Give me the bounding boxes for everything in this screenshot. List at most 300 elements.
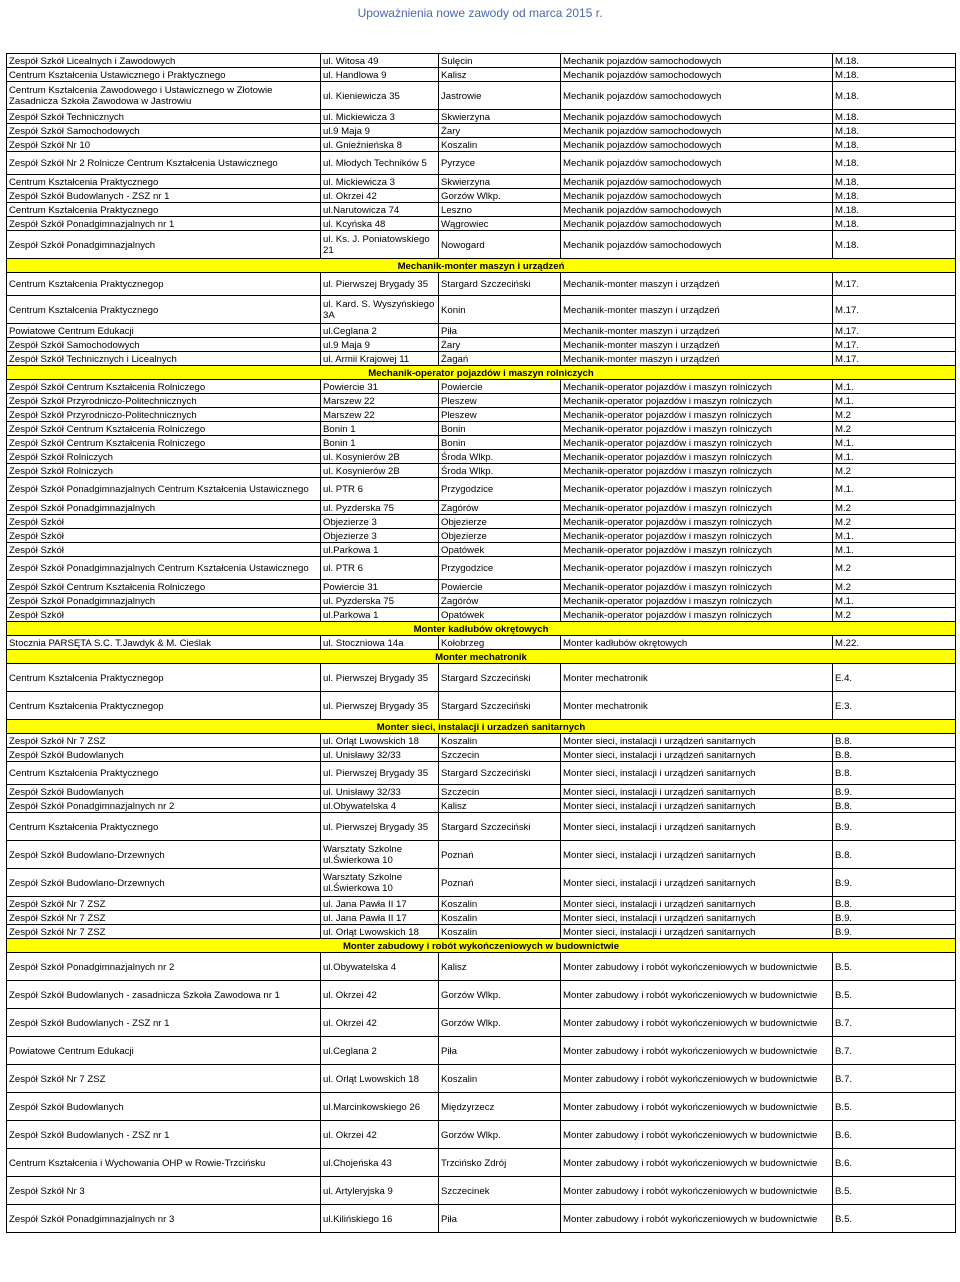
- address-cell: ul. Gnieźnieńska 8: [321, 138, 439, 152]
- qualification-code-cell: B.8.: [833, 762, 956, 785]
- address-cell: ul. Orląt Lwowskich 18: [321, 1065, 439, 1093]
- qualification-code-cell: M.18.: [833, 175, 956, 189]
- table-row: [7, 762, 956, 785]
- school-name-cell: Zespół Szkół Rolniczych: [7, 450, 321, 464]
- city-cell: Koszalin: [439, 897, 561, 911]
- table-row: [7, 273, 956, 296]
- address-cell: ul. Orląt Lwowskich 18: [321, 925, 439, 939]
- profession-cell: Monter zabudowy i robót wykończeniowych w budownictwie: [561, 1037, 833, 1065]
- address-cell: ul.Obywatelska 4: [321, 953, 439, 981]
- qualification-code-cell: M.17.: [833, 296, 956, 324]
- qualification-code-cell: B.8.: [833, 799, 956, 813]
- school-name-cell: Centrum Kształcenia Praktycznegop: [7, 664, 321, 692]
- city-cell: Jastrowie: [439, 82, 561, 110]
- city-cell: Kalisz: [439, 799, 561, 813]
- address-cell: ul. Mickiewicza 3: [321, 175, 439, 189]
- city-cell: Sulęcin: [439, 54, 561, 68]
- city-cell: Poznań: [439, 869, 561, 897]
- profession-cell: Mechanik-operator pojazdów i maszyn rolniczych: [561, 543, 833, 557]
- school-name-cell: Zespół Szkół Nr 7 ZSZ: [7, 734, 321, 748]
- profession-cell: Mechanik pojazdów samochodowych: [561, 152, 833, 175]
- city-cell: Pyrzyce: [439, 152, 561, 175]
- city-cell: Bonin: [439, 436, 561, 450]
- city-cell: Konin: [439, 296, 561, 324]
- school-name-cell: Zespół Szkół: [7, 543, 321, 557]
- school-name-cell: Stocznia PARSĘTA S.C. T.Jawdyk & M. Cieślak: [7, 636, 321, 650]
- profession-cell: Mechanik-operator pojazdów i maszyn rolniczych: [561, 529, 833, 543]
- table-row: [7, 953, 956, 981]
- school-name-cell: Zespół Szkół Ponadgimnazjalnych nr 1: [7, 217, 321, 231]
- profession-cell: Monter zabudowy i robót wykończeniowych w budownictwie: [561, 1065, 833, 1093]
- city-cell: Opatówek: [439, 543, 561, 557]
- table-row: [7, 338, 956, 352]
- city-cell: Stargard Szczeciński: [439, 813, 561, 841]
- profession-cell: Mechanik-monter maszyn i urządzeń: [561, 296, 833, 324]
- profession-cell: Mechanik pojazdów samochodowych: [561, 231, 833, 259]
- city-cell: Pleszew: [439, 394, 561, 408]
- address-cell: ul. Unisławy 32/33: [321, 748, 439, 762]
- profession-cell: Mechanik pojazdów samochodowych: [561, 124, 833, 138]
- qualification-code-cell: B.7.: [833, 1009, 956, 1037]
- table-row: [7, 110, 956, 124]
- address-cell: ul.9 Maja 9: [321, 338, 439, 352]
- city-cell: Koszalin: [439, 911, 561, 925]
- table-row: [7, 608, 956, 622]
- address-cell: Powiercie 31: [321, 580, 439, 594]
- city-cell: Środa Wlkp.: [439, 464, 561, 478]
- address-cell: ul. Pierwszej Brygady 35: [321, 664, 439, 692]
- qualification-code-cell: M.1.: [833, 380, 956, 394]
- address-cell: ul.Ceglana 2: [321, 324, 439, 338]
- school-name-cell: Zespół Szkół Nr 7 ZSZ: [7, 925, 321, 939]
- address-cell: ul. Stoczniowa 14a: [321, 636, 439, 650]
- qualification-code-cell: M.18.: [833, 138, 956, 152]
- school-name-cell: Zespół Szkół Ponadgimnazjalnych: [7, 501, 321, 515]
- table-row: [7, 515, 956, 529]
- school-name-cell: Zespół Szkół Centrum Kształcenia Rolniczego: [7, 580, 321, 594]
- school-name-cell: Zespół Szkół Budowlano-Drzewnych: [7, 869, 321, 897]
- address-cell: ul. Witosa 49: [321, 54, 439, 68]
- table-row: [7, 464, 956, 478]
- qualification-code-cell: M.18.: [833, 217, 956, 231]
- profession-cell: Monter sieci, instalacji i urządzeń sanitarnych: [561, 841, 833, 869]
- table-row: [7, 799, 956, 813]
- address-cell: ul. Mickiewicza 3: [321, 110, 439, 124]
- profession-cell: Mechanik pojazdów samochodowych: [561, 175, 833, 189]
- city-cell: Zagórów: [439, 501, 561, 515]
- school-name-cell: Centrum Kształcenia Praktycznego: [7, 203, 321, 217]
- profession-cell: Mechanik-operator pojazdów i maszyn rolniczych: [561, 580, 833, 594]
- table-row: [7, 352, 956, 366]
- profession-cell: Mechanik-monter maszyn i urządzeń: [561, 324, 833, 338]
- qualification-code-cell: M.17.: [833, 338, 956, 352]
- profession-cell: Monter sieci, instalacji i urządzeń sanitarnych: [561, 813, 833, 841]
- table-row: [7, 124, 956, 138]
- profession-cell: Monter zabudowy i robót wykończeniowych w budownictwie: [561, 1205, 833, 1233]
- city-cell: Bonin: [439, 422, 561, 436]
- address-cell: ul. Młodych Techników 5: [321, 152, 439, 175]
- profession-cell: Monter mechatronik: [561, 692, 833, 720]
- table-row: [7, 557, 956, 580]
- address-cell: ul. Armii Krajowej 11: [321, 352, 439, 366]
- address-cell: ul. Okrzei 42: [321, 1121, 439, 1149]
- address-cell: ul. Pierwszej Brygady 35: [321, 273, 439, 296]
- qualification-code-cell: M.2: [833, 608, 956, 622]
- qualification-code-cell: M.2: [833, 464, 956, 478]
- school-name-cell: Zespół Szkół Budowlanych - zasadnicza Szkoła Zawodowa nr 1: [7, 981, 321, 1009]
- qualification-code-cell: E.3.: [833, 692, 956, 720]
- city-cell: Gorzów Wlkp.: [439, 1009, 561, 1037]
- section-title: [7, 720, 956, 734]
- school-name-cell: Zespół Szkół Technicznych i Licealnych: [7, 352, 321, 366]
- section-header-row: [7, 366, 956, 380]
- table-row: [7, 82, 956, 110]
- table-row: [7, 478, 956, 501]
- address-cell: ul.Kilińskiego 16: [321, 1205, 439, 1233]
- qualification-code-cell: M.18.: [833, 203, 956, 217]
- address-cell: Marszew 22: [321, 408, 439, 422]
- qualification-code-cell: M.18.: [833, 152, 956, 175]
- table-row: [7, 664, 956, 692]
- address-cell: ul. PTR 6: [321, 478, 439, 501]
- section-header-row: [7, 259, 956, 273]
- city-cell: Opatówek: [439, 608, 561, 622]
- address-cell: ul.Obywatelska 4: [321, 799, 439, 813]
- profession-cell: Monter sieci, instalacji i urządzeń sanitarnych: [561, 911, 833, 925]
- qualification-code-cell: M.17.: [833, 324, 956, 338]
- table-row: [7, 580, 956, 594]
- table-row: [7, 380, 956, 394]
- school-name-cell: Zespół Szkół Licealnych i Zawodowych: [7, 54, 321, 68]
- qualification-code-cell: B.9.: [833, 813, 956, 841]
- profession-cell: Mechanik-operator pojazdów i maszyn rolniczych: [561, 594, 833, 608]
- school-name-cell: Centrum Kształcenia Praktycznego: [7, 175, 321, 189]
- table-row: [7, 841, 956, 869]
- city-cell: Kołobrzeg: [439, 636, 561, 650]
- qualification-code-cell: M.1.: [833, 543, 956, 557]
- profession-cell: Mechanik pojazdów samochodowych: [561, 82, 833, 110]
- school-name-cell: Zespół Szkół Budowlanych: [7, 1093, 321, 1121]
- address-cell: Bonin 1: [321, 422, 439, 436]
- school-name-cell: Zespół Szkół Przyrodniczo-Politechnicznych: [7, 394, 321, 408]
- city-cell: Piła: [439, 1205, 561, 1233]
- address-cell: ul.Marcinkowskiego 26: [321, 1093, 439, 1121]
- address-cell: Bonin 1: [321, 436, 439, 450]
- school-name-cell: Centrum Kształcenia Praktycznegop: [7, 273, 321, 296]
- section-title: [7, 622, 956, 636]
- school-name-cell: Centrum Kształcenia i Wychowania OHP w Rowie-Trzcińsku: [7, 1149, 321, 1177]
- school-name-cell: Zespół Szkół Budowlanych: [7, 748, 321, 762]
- table-row: [7, 981, 956, 1009]
- city-cell: Kalisz: [439, 68, 561, 82]
- school-name-cell: Zespół Szkół Ponadgimnazjalnych nr 2: [7, 799, 321, 813]
- page-header: Upoważnienia nowe zawody od marca 2015 r.: [357, 6, 603, 20]
- section-title-text: Monter mechatronik: [435, 651, 527, 663]
- profession-cell: Monter zabudowy i robót wykończeniowych w budownictwie: [561, 1009, 833, 1037]
- address-cell: ul. Okrzei 42: [321, 1009, 439, 1037]
- table-row: [7, 217, 956, 231]
- qualification-code-cell: B.8.: [833, 841, 956, 869]
- school-name-cell: Zespół Szkół Ponadgimnazjalnych: [7, 594, 321, 608]
- qualification-code-cell: M.18.: [833, 231, 956, 259]
- profession-cell: Monter sieci, instalacji i urządzeń sanitarnych: [561, 762, 833, 785]
- city-cell: Zagórów: [439, 594, 561, 608]
- qualification-code-cell: B.5.: [833, 1205, 956, 1233]
- city-cell: Gorzów Wlkp.: [439, 189, 561, 203]
- section-title: [7, 939, 956, 953]
- profession-cell: Mechanik-operator pojazdów i maszyn rolniczych: [561, 436, 833, 450]
- school-name-cell: Centrum Kształcenia Ustawicznego i Praktycznego: [7, 68, 321, 82]
- address-cell: ul. Pyzderska 75: [321, 594, 439, 608]
- qualification-code-cell: B.5.: [833, 981, 956, 1009]
- profession-cell: Mechanik-operator pojazdów i maszyn rolniczych: [561, 608, 833, 622]
- section-title-text: Monter sieci, instalacji i urzadzeń sanitarnych: [376, 721, 586, 733]
- city-cell: Szczecin: [439, 748, 561, 762]
- table-row: [7, 813, 956, 841]
- profession-cell: Monter sieci, instalacji i urządzeń sanitarnych: [561, 734, 833, 748]
- city-cell: Poznań: [439, 841, 561, 869]
- school-name-cell: Zespół Szkół Ponadgimnazjalnych Centrum Kształcenia Ustawicznego: [7, 478, 321, 501]
- profession-cell: Monter sieci, instalacji i urządzeń sanitarnych: [561, 925, 833, 939]
- qualification-code-cell: M.1.: [833, 436, 956, 450]
- city-cell: Koszalin: [439, 925, 561, 939]
- profession-cell: Mechanik pojazdów samochodowych: [561, 138, 833, 152]
- table-row: [7, 869, 956, 897]
- school-name-cell: Zespół Szkół Ponadgimnazjalnych Centrum Kształcenia Ustawicznego: [7, 557, 321, 580]
- city-cell: Powiercie: [439, 580, 561, 594]
- profession-cell: Mechanik-monter maszyn i urządzeń: [561, 338, 833, 352]
- section-title-text: Mechanik-operator pojazdów i maszyn rolniczych: [368, 367, 594, 379]
- school-name-cell: Zespół Szkół Technicznych: [7, 110, 321, 124]
- address-cell: ul.Narutowicza 74: [321, 203, 439, 217]
- qualification-code-cell: M.2: [833, 557, 956, 580]
- qualification-code-cell: M.2: [833, 580, 956, 594]
- table-row: [7, 1177, 956, 1205]
- school-name-cell: Zespół Szkół: [7, 515, 321, 529]
- school-name-cell: Zespół Szkół Nr 3: [7, 1177, 321, 1205]
- table-row: [7, 501, 956, 515]
- table-row: [7, 1093, 956, 1121]
- qualification-code-cell: M.1.: [833, 450, 956, 464]
- table-row: [7, 203, 956, 217]
- school-name-cell: Zespół Szkół Nr 10: [7, 138, 321, 152]
- table-row: [7, 785, 956, 799]
- profession-cell: Mechanik pojazdów samochodowych: [561, 203, 833, 217]
- school-name-cell: Powiatowe Centrum Edukacji: [7, 1037, 321, 1065]
- school-name-cell: Zespół Szkół Budowlano-Drzewnych: [7, 841, 321, 869]
- city-cell: Gorzów Wlkp.: [439, 1121, 561, 1149]
- address-cell: ul. Kosynierów 2B: [321, 464, 439, 478]
- qualification-code-cell: M.18.: [833, 124, 956, 138]
- table-row: [7, 1009, 956, 1037]
- school-name-cell: Centrum Kształcenia Praktycznego: [7, 813, 321, 841]
- city-cell: Koszalin: [439, 734, 561, 748]
- school-name-cell: Centrum Kształcenia Zawodowego i Ustawicznego w Złotowie Zasadnicza Szkoła Zawodowa w Jastrowiu: [7, 82, 321, 110]
- section-title: [7, 366, 956, 380]
- city-cell: Leszno: [439, 203, 561, 217]
- table-row: [7, 925, 956, 939]
- address-cell: ul. Jana Pawła II 17: [321, 911, 439, 925]
- qualification-code-cell: M.18.: [833, 68, 956, 82]
- profession-cell: Mechanik-operator pojazdów i maszyn rolniczych: [561, 408, 833, 422]
- profession-cell: Monter sieci, instalacji i urządzeń sanitarnych: [561, 748, 833, 762]
- school-name-cell: Zespół Szkół Ponadgimnazjalnych nr 3: [7, 1205, 321, 1233]
- table-row: [7, 231, 956, 259]
- qualification-code-cell: M.1.: [833, 478, 956, 501]
- address-cell: ul. Pierwszej Brygady 35: [321, 813, 439, 841]
- address-cell: ul. Unisławy 32/33: [321, 785, 439, 799]
- school-name-cell: Centrum Kształcenia Praktycznego: [7, 762, 321, 785]
- address-cell: ul. Orląt Lwowskich 18: [321, 734, 439, 748]
- school-name-cell: Zespół Szkół Budowlanych: [7, 785, 321, 799]
- school-name-cell: Zespół Szkół Nr 2 Rolnicze Centrum Kształcenia Ustawicznego: [7, 152, 321, 175]
- section-title-text: Mechanik-monter maszyn i urządzeń: [397, 260, 565, 272]
- profession-cell: Mechanik-operator pojazdów i maszyn rolniczych: [561, 450, 833, 464]
- address-cell: Marszew 22: [321, 394, 439, 408]
- qualification-code-cell: M.1.: [833, 394, 956, 408]
- qualification-code-cell: M.17.: [833, 352, 956, 366]
- city-cell: Środa Wlkp.: [439, 450, 561, 464]
- city-cell: Szczecin: [439, 785, 561, 799]
- school-name-cell: Zespół Szkół Nr 7 ZSZ: [7, 911, 321, 925]
- school-name-cell: Zespół Szkół Centrum Kształcenia Rolniczego: [7, 422, 321, 436]
- profession-cell: Mechanik pojazdów samochodowych: [561, 54, 833, 68]
- profession-cell: Monter kadłubów okrętowych: [561, 636, 833, 650]
- city-cell: Przygodzice: [439, 478, 561, 501]
- qualification-code-cell: M.2: [833, 422, 956, 436]
- school-name-cell: Powiatowe Centrum Edukacji: [7, 324, 321, 338]
- city-cell: Skwierzyna: [439, 110, 561, 124]
- address-cell: Objezierze 3: [321, 529, 439, 543]
- table-row: [7, 296, 956, 324]
- school-name-cell: Zespół Szkół: [7, 608, 321, 622]
- qualification-code-cell: B.9.: [833, 925, 956, 939]
- table-row: [7, 1205, 956, 1233]
- table-row: [7, 748, 956, 762]
- qualification-code-cell: M.18.: [833, 82, 956, 110]
- address-cell: ul. Okrzei 42: [321, 981, 439, 1009]
- table-row: [7, 408, 956, 422]
- qualification-code-cell: B.9.: [833, 869, 956, 897]
- qualification-code-cell: M.2: [833, 515, 956, 529]
- school-name-cell: Zespół Szkół: [7, 529, 321, 543]
- section-header-row: [7, 939, 956, 953]
- city-cell: Międzyrzecz: [439, 1093, 561, 1121]
- address-cell: ul.Parkowa 1: [321, 543, 439, 557]
- table-body: [7, 54, 956, 1233]
- address-cell: ul. Kieniewicza 35: [321, 82, 439, 110]
- table-row: [7, 68, 956, 82]
- school-name-cell: Zespół Szkół Rolniczych: [7, 464, 321, 478]
- qualification-code-cell: M.18.: [833, 189, 956, 203]
- table-row: [7, 152, 956, 175]
- address-cell: ul. Ks. J. Poniatowskiego 21: [321, 231, 439, 259]
- address-cell: ul. Kard. S. Wyszyńskiego 3A: [321, 296, 439, 324]
- profession-cell: Mechanik-operator pojazdów i maszyn rolniczych: [561, 501, 833, 515]
- city-cell: Koszalin: [439, 1065, 561, 1093]
- qualification-code-cell: M.17.: [833, 273, 956, 296]
- profession-cell: Monter sieci, instalacji i urządzeń sanitarnych: [561, 897, 833, 911]
- profession-cell: Monter sieci, instalacji i urządzeń sanitarnych: [561, 785, 833, 799]
- profession-cell: Mechanik-operator pojazdów i maszyn rolniczych: [561, 464, 833, 478]
- address-cell: ul. Artyleryjska 9: [321, 1177, 439, 1205]
- table-row: [7, 543, 956, 557]
- qualification-code-cell: M.2: [833, 501, 956, 515]
- profession-cell: Mechanik pojazdów samochodowych: [561, 110, 833, 124]
- address-cell: Warsztaty Szkolne ul.Świerkowa 10: [321, 869, 439, 897]
- address-cell: ul.Chojeńska 43: [321, 1149, 439, 1177]
- table-row: [7, 636, 956, 650]
- profession-cell: Monter zabudowy i robót wykończeniowych w budownictwie: [561, 953, 833, 981]
- city-cell: Koszalin: [439, 138, 561, 152]
- table-row: [7, 422, 956, 436]
- table-row: [7, 54, 956, 68]
- address-cell: ul. Pierwszej Brygady 35: [321, 692, 439, 720]
- school-name-cell: Centrum Kształcenia Praktycznegop: [7, 692, 321, 720]
- table-row: [7, 1121, 956, 1149]
- qualification-code-cell: B.5.: [833, 1177, 956, 1205]
- city-cell: Kalisz: [439, 953, 561, 981]
- address-cell: Objezierze 3: [321, 515, 439, 529]
- address-cell: ul.Parkowa 1: [321, 608, 439, 622]
- qualification-code-cell: B.5.: [833, 953, 956, 981]
- qualification-code-cell: B.8.: [833, 734, 956, 748]
- qualification-code-cell: E.4.: [833, 664, 956, 692]
- qualification-code-cell: M.18.: [833, 54, 956, 68]
- profession-cell: Mechanik-operator pojazdów i maszyn rolniczych: [561, 394, 833, 408]
- qualification-code-cell: M.18.: [833, 110, 956, 124]
- qualification-code-cell: M.1.: [833, 529, 956, 543]
- table-row: [7, 1065, 956, 1093]
- city-cell: Stargard Szczeciński: [439, 664, 561, 692]
- profession-cell: Monter sieci, instalacji i urządzeń sanitarnych: [561, 799, 833, 813]
- qualification-code-cell: B.9.: [833, 911, 956, 925]
- address-cell: ul. Pyzderska 75: [321, 501, 439, 515]
- table-row: [7, 529, 956, 543]
- table-row: [7, 734, 956, 748]
- table-row: [7, 189, 956, 203]
- section-header-row: [7, 720, 956, 734]
- school-name-cell: Zespół Szkół Ponadgimnazjalnych nr 2: [7, 953, 321, 981]
- profession-cell: Mechanik-operator pojazdów i maszyn rolniczych: [561, 380, 833, 394]
- school-name-cell: Zespół Szkół Budowlanych - ZSZ nr 1: [7, 1009, 321, 1037]
- profession-cell: Mechanik-operator pojazdów i maszyn rolniczych: [561, 478, 833, 501]
- address-cell: ul. Pierwszej Brygady 35: [321, 762, 439, 785]
- section-title-text: Monter zabudowy i robót wykończeniowych w budownictwie: [342, 940, 620, 952]
- qualification-code-cell: B.6.: [833, 1149, 956, 1177]
- school-name-cell: Zespół Szkół Budowlanych - ZSZ nr 1: [7, 189, 321, 203]
- city-cell: Wągrowiec: [439, 217, 561, 231]
- address-cell: ul. Okrzei 42: [321, 189, 439, 203]
- table-row: [7, 394, 956, 408]
- city-cell: Stargard Szczeciński: [439, 692, 561, 720]
- profession-cell: Monter zabudowy i robót wykończeniowych w budownictwie: [561, 1149, 833, 1177]
- section-title: [7, 259, 956, 273]
- city-cell: Żary: [439, 338, 561, 352]
- profession-cell: Monter zabudowy i robót wykończeniowych w budownictwie: [561, 1093, 833, 1121]
- table-row: [7, 138, 956, 152]
- school-name-cell: Zespół Szkół Ponadgimnazjalnych: [7, 231, 321, 259]
- profession-cell: Mechanik pojazdów samochodowych: [561, 68, 833, 82]
- city-cell: Skwierzyna: [439, 175, 561, 189]
- school-name-cell: Zespół Szkół Centrum Kształcenia Rolniczego: [7, 436, 321, 450]
- authorizations-table: [6, 53, 956, 1233]
- school-name-cell: Zespół Szkół Samochodowych: [7, 338, 321, 352]
- profession-cell: Mechanik-operator pojazdów i maszyn rolniczych: [561, 557, 833, 580]
- profession-cell: Mechanik pojazdów samochodowych: [561, 217, 833, 231]
- address-cell: Warsztaty Szkolne ul.Świerkowa 10: [321, 841, 439, 869]
- school-name-cell: Zespół Szkół Nr 7 ZSZ: [7, 897, 321, 911]
